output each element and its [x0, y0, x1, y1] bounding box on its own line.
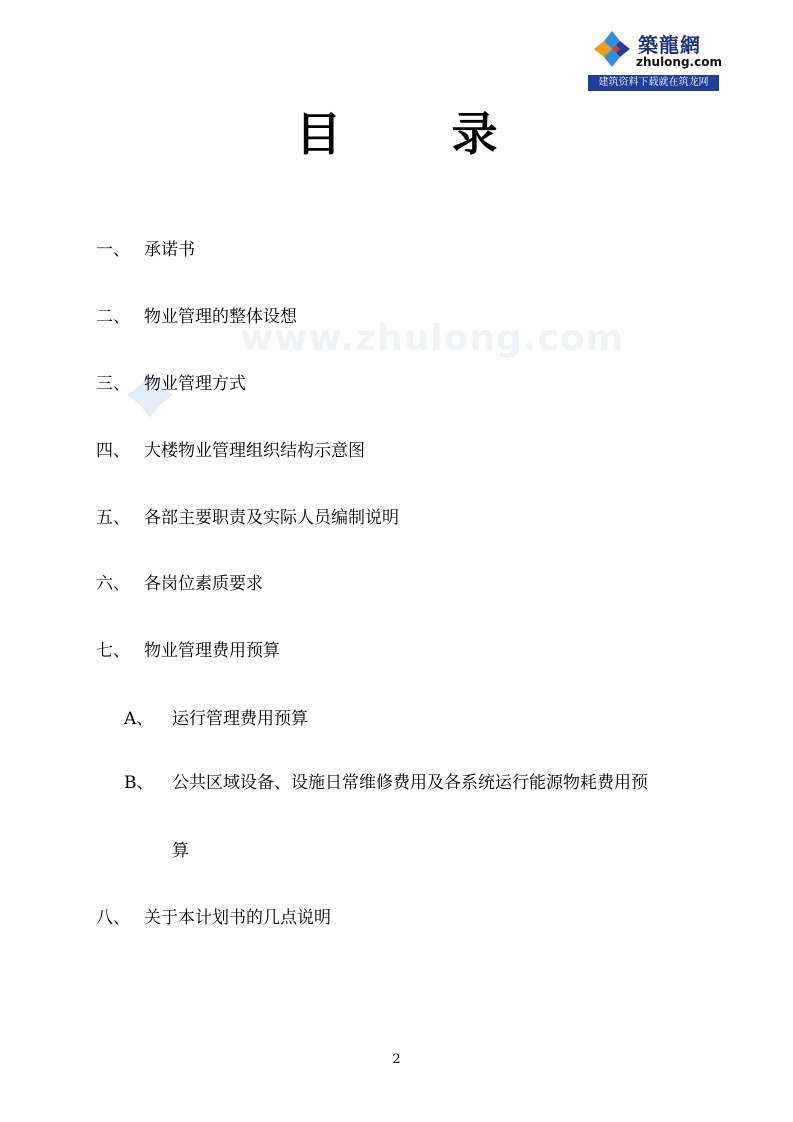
toc-item-text: 物业管理方式 — [144, 374, 246, 394]
toc-item-number: B、 — [124, 773, 154, 793]
toc-item-text: 大楼物业管理组织结构示意图 — [144, 441, 365, 461]
page-number: 2 — [392, 1052, 401, 1067]
toc-item-number: 七、 — [96, 641, 130, 661]
toc-item-text: 关于本计划书的几点说明 — [144, 908, 331, 928]
logo-panel — [588, 25, 722, 75]
toc-item-number: 六、 — [96, 574, 130, 594]
title-char-1: 目 — [295, 107, 342, 161]
toc-item-text: 算 — [172, 841, 189, 861]
toc-item-number: 二、 — [96, 307, 130, 327]
toc-item-number: 一、 — [96, 240, 130, 260]
toc-item-text: 各岗位素质要求 — [144, 574, 263, 594]
toc-item-number: 三、 — [96, 374, 130, 394]
logo-tagline: 建筑资料下载就在筑龙网 — [588, 75, 719, 91]
toc-item-text: 公共区域设备、设施日常维修费用及各系统运行能源物耗费用预 — [172, 773, 648, 793]
toc-item-number: 五、 — [96, 508, 130, 528]
toc-item-number: 八、 — [96, 908, 130, 928]
toc-item-text: 物业管理的整体设想 — [144, 307, 297, 327]
title-char-2: 录 — [451, 107, 498, 161]
watermark-text: www.zhulong.com — [240, 318, 625, 359]
zhulong-logo — [588, 25, 722, 91]
toc-item-text: 物业管理费用预算 — [144, 641, 280, 661]
toc-item-text: 承诺书 — [144, 240, 195, 260]
toc-item-text: 运行管理费用预算 — [172, 709, 308, 729]
logo-domain: zhulong.com — [636, 55, 722, 69]
toc-item-text: 各部主要职责及实际人员编制说明 — [144, 508, 399, 528]
logo-chinese-name: 築龍網 — [638, 33, 701, 57]
toc-item-number: 四、 — [96, 441, 130, 461]
page-title — [0, 98, 793, 164]
logo-pinwheel-icon — [592, 29, 632, 69]
toc-item-number: A、 — [124, 709, 154, 729]
